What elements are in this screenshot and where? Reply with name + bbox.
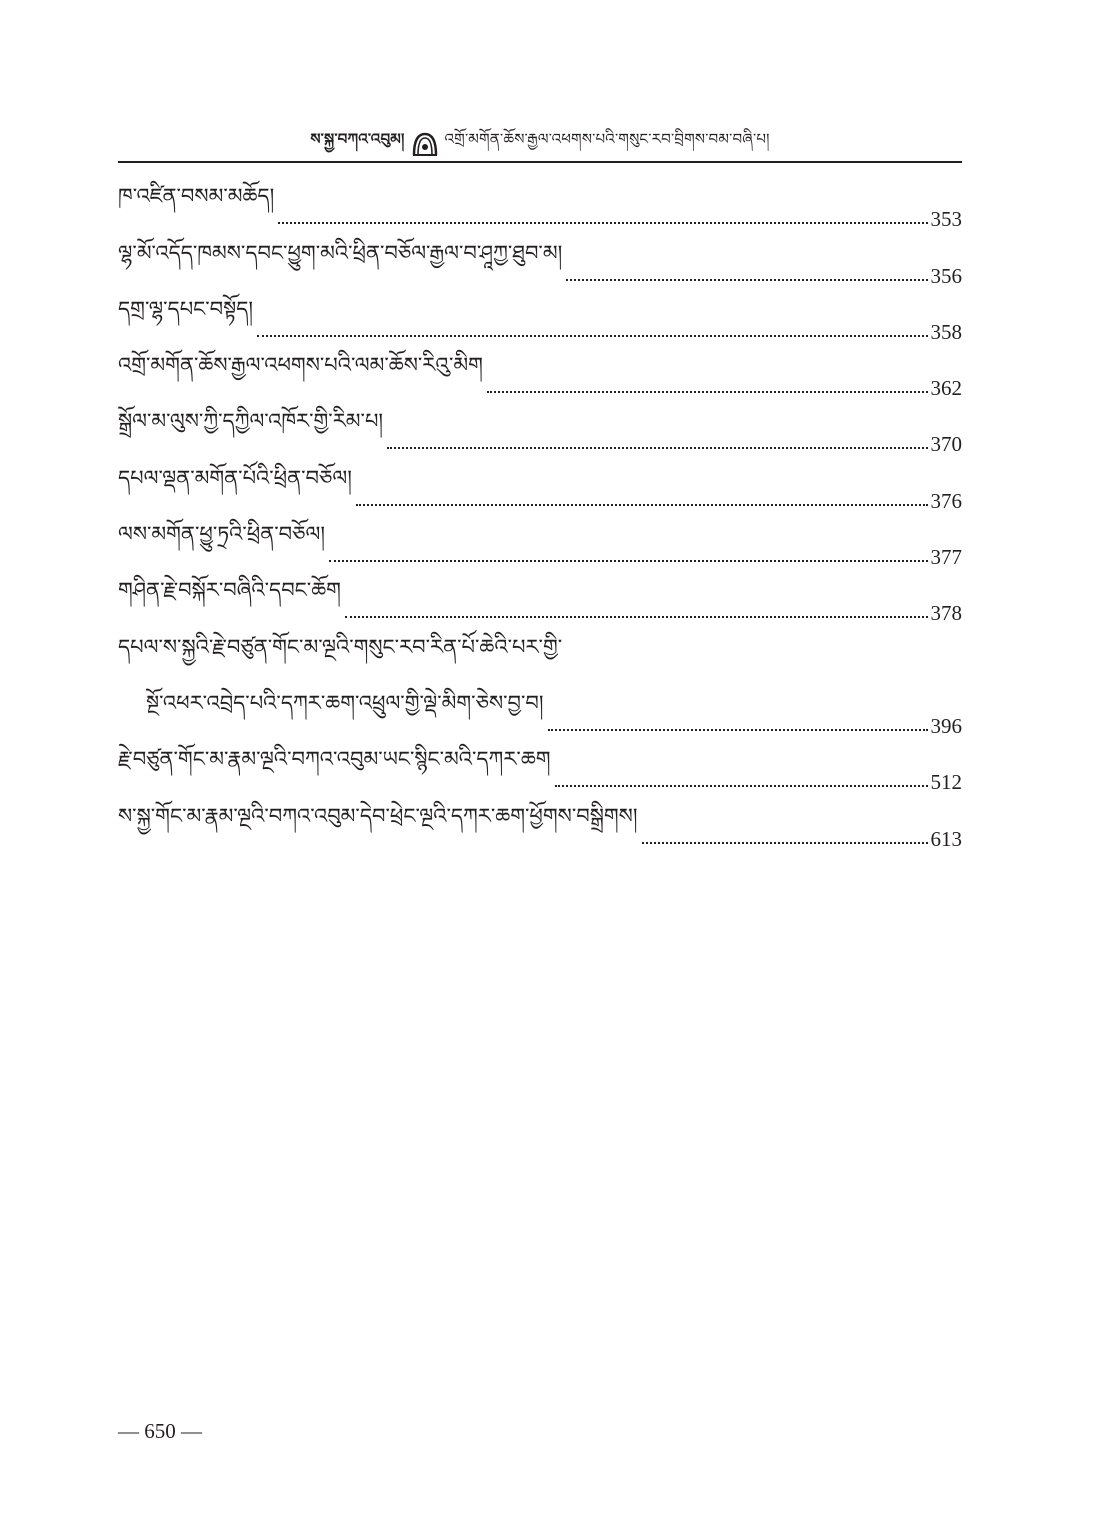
toc-entry [118,457,962,513]
toc-entry-title: ས་སྐྱ་གོང་མ་རྣམ་ལྔའི་བཀའ་འབུམ་དེབ་ཕྲེང་ལྔའི་དཀར་ཆག་ཕྱོགས་བསྒྲིགས། [118,803,638,828]
dot-leader [356,504,928,506]
running-header [118,128,962,160]
toc-entry [118,289,962,345]
dot-leader [387,447,927,449]
toc-entry-title: རྗེ་བཙུན་གོང་མ་རྣམ་ལྔའི་བཀའ་འབུམ་ཡང་སྙིང་མའི་དཀར་ཆག [118,747,551,772]
toc-entry-page: 370 [930,432,962,457]
toc-entry [118,232,962,288]
toc-entry-page: 396 [930,713,962,738]
toc-entry-title: ལས་མགོན་ཕྱུ་ཏྲའི་ཕྲིན་བཅོལ། [118,522,325,547]
toc-entry-page: 358 [930,319,962,344]
dot-leader [278,222,927,224]
dot-leader [555,785,928,787]
toc-entry-page: 377 [930,545,962,570]
dot-leader [487,391,928,393]
toc-entry [118,401,962,457]
toc-entry-first-line [118,626,962,682]
toc-entry-title: ལྷ་མོ་འདོད་ཁམས་དབང་ཕྱུག་མའི་ཕྲིན་བཅོལ་རྒྱལ་བ་ཤཱཀྱ་ཐུབ་མ། [118,240,563,265]
header-volume-title: འགྲོ་མགོན་ཆོས་རྒྱལ་འཕགས་པའི་གསུང་རབ་བྲིགས་བམ་བཞི་པ། [444,130,770,148]
toc-entry-page: 512 [930,770,962,795]
toc-entry-page: 378 [930,601,962,626]
toc-entry-title: སྔོ་འཕར་འབྲེད་པའི་དཀར་ཆག་འཕྲུལ་གྱི་ལྡེ་མིག་ཅེས་བྱ་བ། [146,690,544,715]
page-number: — 650 — [118,1419,202,1443]
dot-leader [329,560,928,562]
toc-entry-title: དགྲ་ལྷ་དཔང་བསྟོད། [118,296,254,321]
toc-entry-page: 362 [930,376,962,401]
toc-entry-page: 356 [930,263,962,288]
toc-entry-title: ཁ་འཛིན་བསམ་མཆོད། [118,184,275,209]
dot-leader [548,729,928,731]
toc-entry [118,795,962,851]
header-collection-title: ས་སྐྱ་བཀའ་འབུམ། [310,130,405,148]
header-emblem-icon [411,131,439,157]
toc-entry-continuation [118,683,962,739]
dot-leader [345,616,928,618]
toc-entry [118,570,962,626]
toc-entry-page: 353 [930,207,962,232]
toc-entry [118,176,962,232]
dot-leader [257,335,927,337]
header-rule [118,161,962,163]
toc-entry-page: 376 [930,488,962,513]
table-of-contents [118,176,962,852]
toc-entry-title: གཤིན་རྗེ་བསྐོར་བཞིའི་དབང་ཆོག [118,578,341,603]
dot-leader [642,842,928,844]
dot-leader [566,279,927,281]
toc-entry-title: འགྲོ་མགོན་ཆོས་རྒྱལ་འཕགས་པའི་ལམ་ཆོས་རིའུ་མིག [118,353,483,378]
toc-entry-title: སྒྲོལ་མ་ལུས་ཀྱི་དཀྱིལ་འཁོར་གྱི་རིམ་པ། [118,409,384,434]
toc-entry-title: དཔལ་ས་སྐྱའི་རྗེ་བཙུན་གོང་མ་ལྔའི་གསུང་རབ་རིན་པོ་ཆེའི་པར་གྱི་ [118,634,563,659]
toc-entry-page: 613 [930,826,962,851]
toc-entry [118,739,962,795]
toc-entry [118,345,962,401]
toc-entry-title: དཔལ་ལྡན་མགོན་པོའི་ཕྲིན་བཅོལ། [118,465,352,490]
toc-entry [118,514,962,570]
